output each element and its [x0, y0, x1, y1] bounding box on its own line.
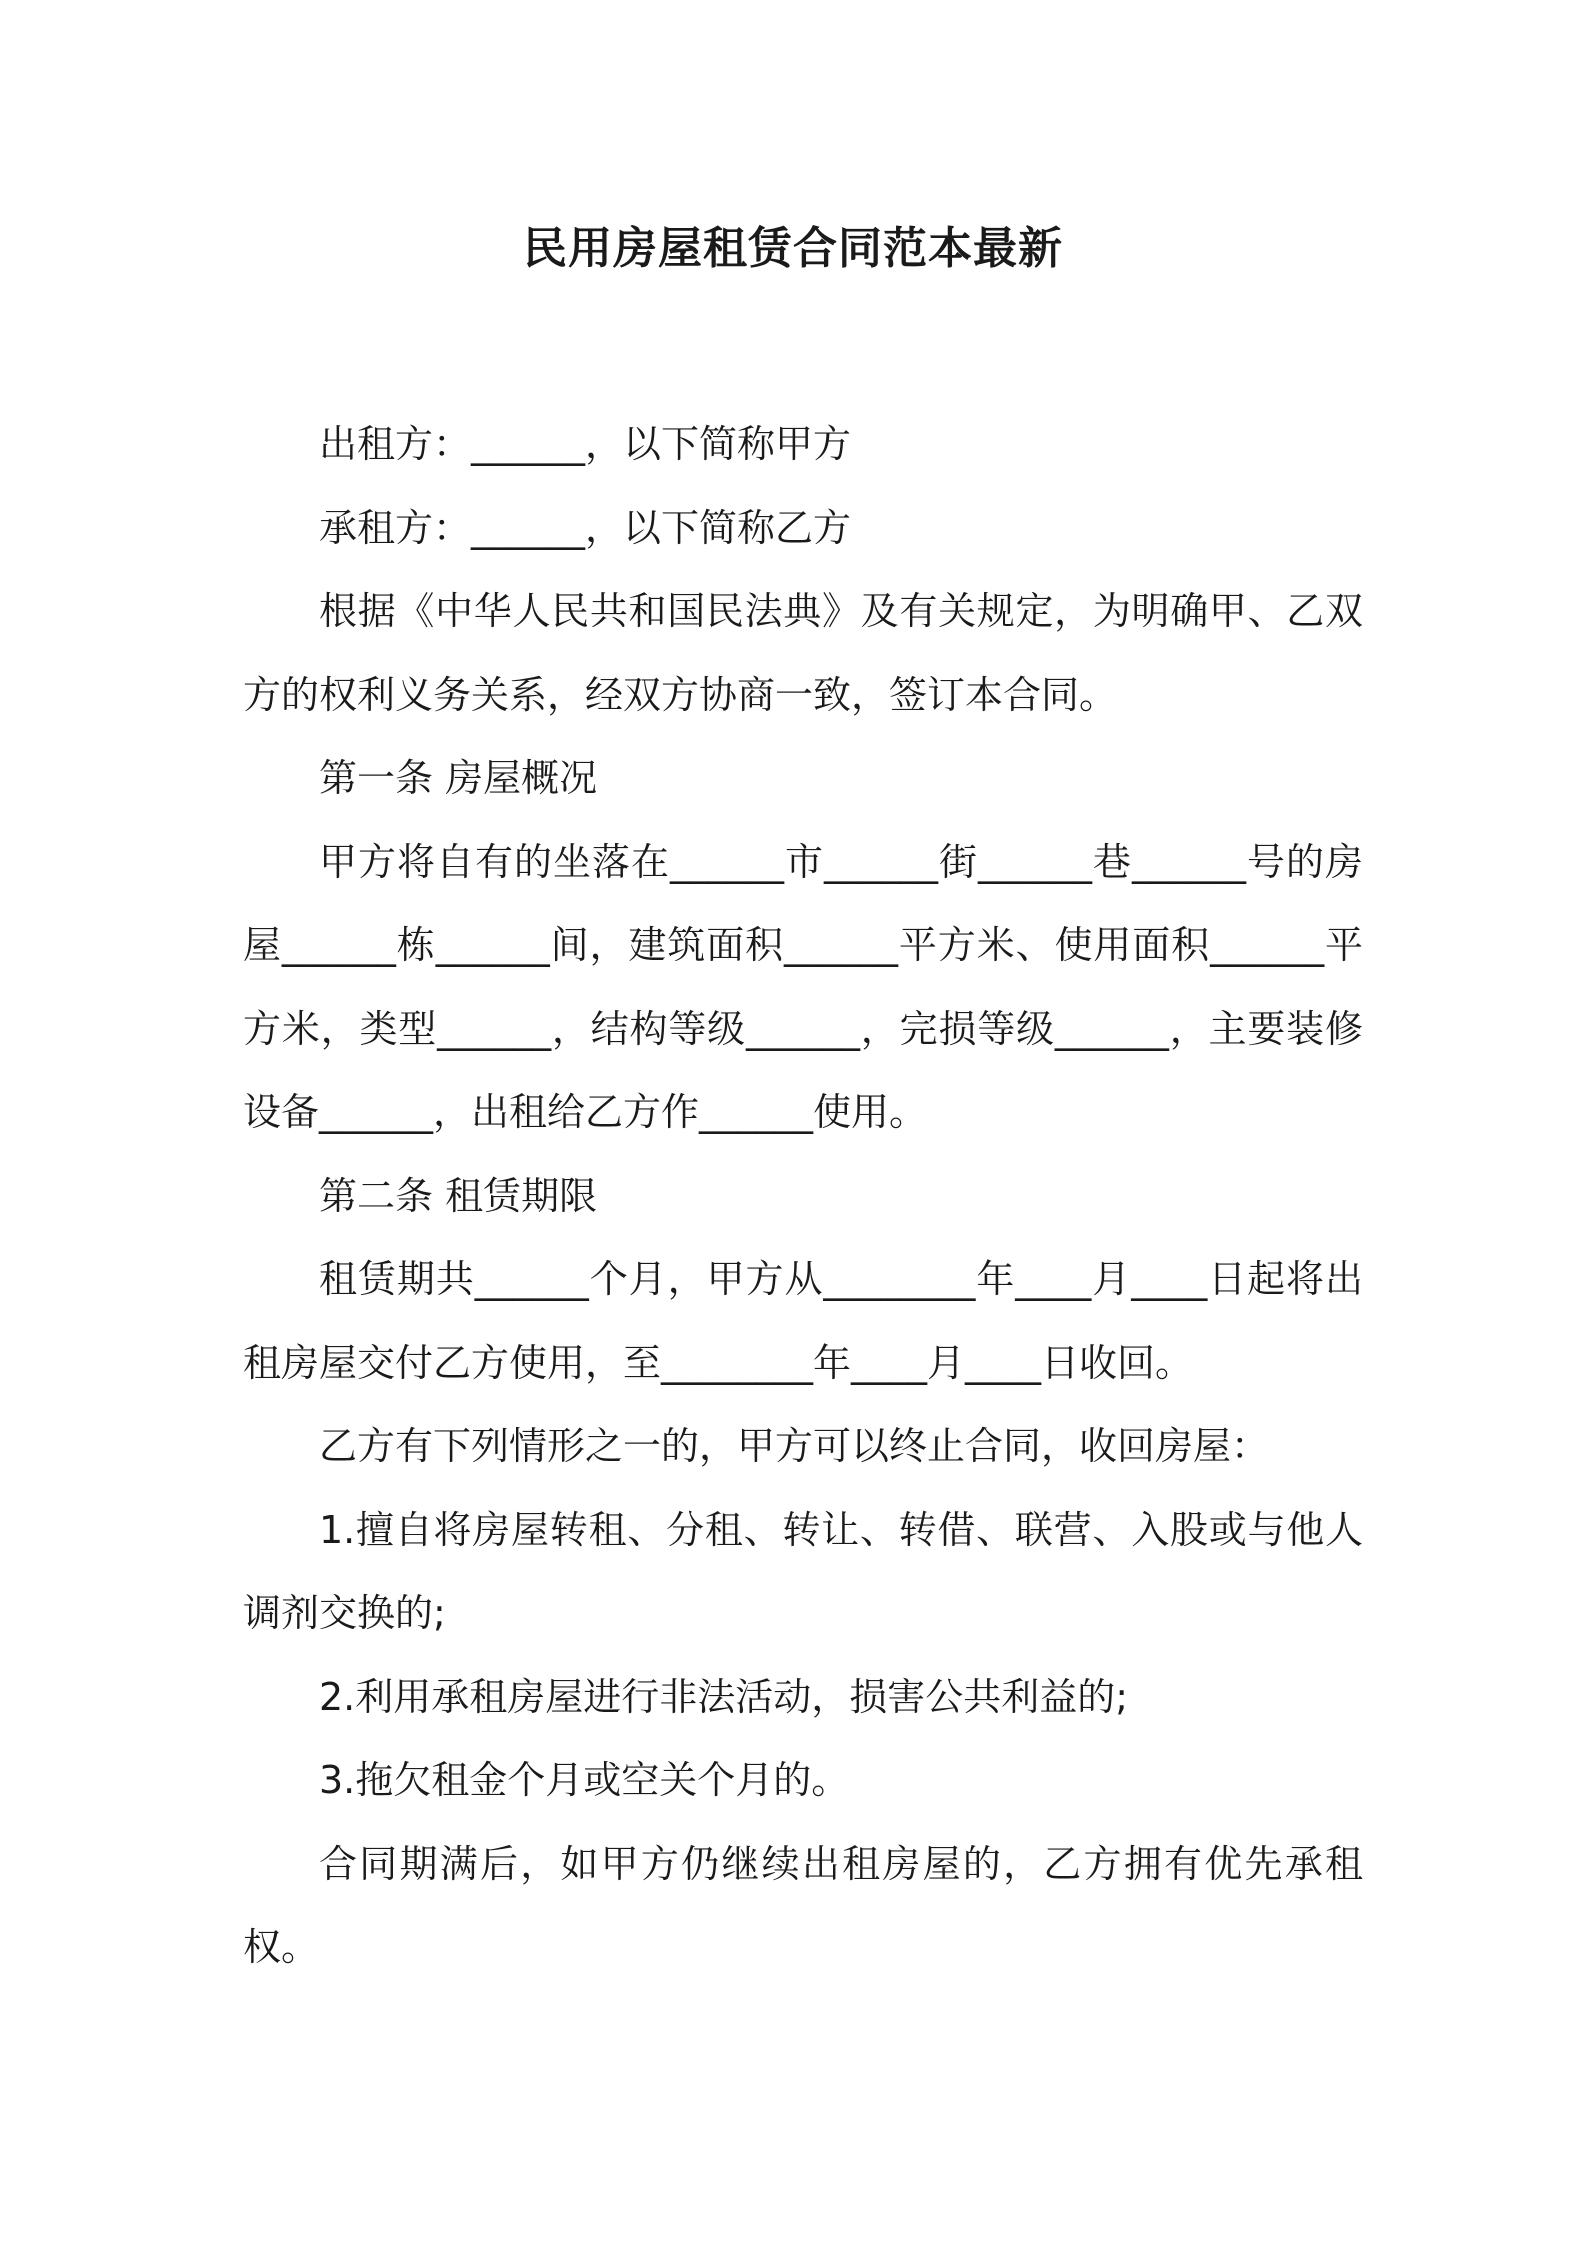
document-title: 民用房屋租赁合同范本最新: [523, 223, 1063, 274]
renewal-paragraph: 合同期满后，如甲方仍继续出租房屋的，乙方拥有优先承租权。: [243, 1841, 1363, 1969]
article-two-heading: 第二条 租赁期限: [319, 1173, 598, 1218]
lease-term-paragraph: 租赁期共______个月，甲方从________年____月____日起将出租房屋交付乙方使用，至________年____月____日收回。: [243, 1257, 1363, 1385]
termination-intro-paragraph: 乙方有下列情形之一的，甲方可以终止合同，收回房屋：: [319, 1424, 1270, 1468]
article-one-heading: 第一条 房屋概况: [319, 756, 598, 800]
lessor-line: 出租方：______，以下简称甲方: [319, 422, 852, 466]
property-description-paragraph: 甲方将自有的坐落在______市______街______巷______号的房屋______栋______间，建筑面积______平方米、使用面积______平方米，类型______，结构等级______，完损等级______，主要装修设备______，出租给乙方作______使用。: [243, 839, 1363, 1134]
document-body: [243, 403, 1363, 1990]
preamble-paragraph: 根据《中华人民共和国民法典》及有关规定，为明确甲、乙双方的权利义务关系，经双方协商一致，签订本合同。: [243, 589, 1363, 717]
termination-item-3: 3.拖欠租金个月或空关个月的。: [319, 1758, 850, 1802]
termination-item-1: 1.擅自将房屋转租、分租、转让、转借、联营、入股或与他人调剂交换的;: [243, 1507, 1363, 1635]
termination-item-2: 2.利用承租房屋进行非法活动，损害公共利益的;: [319, 1674, 1129, 1719]
lessee-line: 承租方：______，以下简称乙方: [319, 505, 852, 550]
